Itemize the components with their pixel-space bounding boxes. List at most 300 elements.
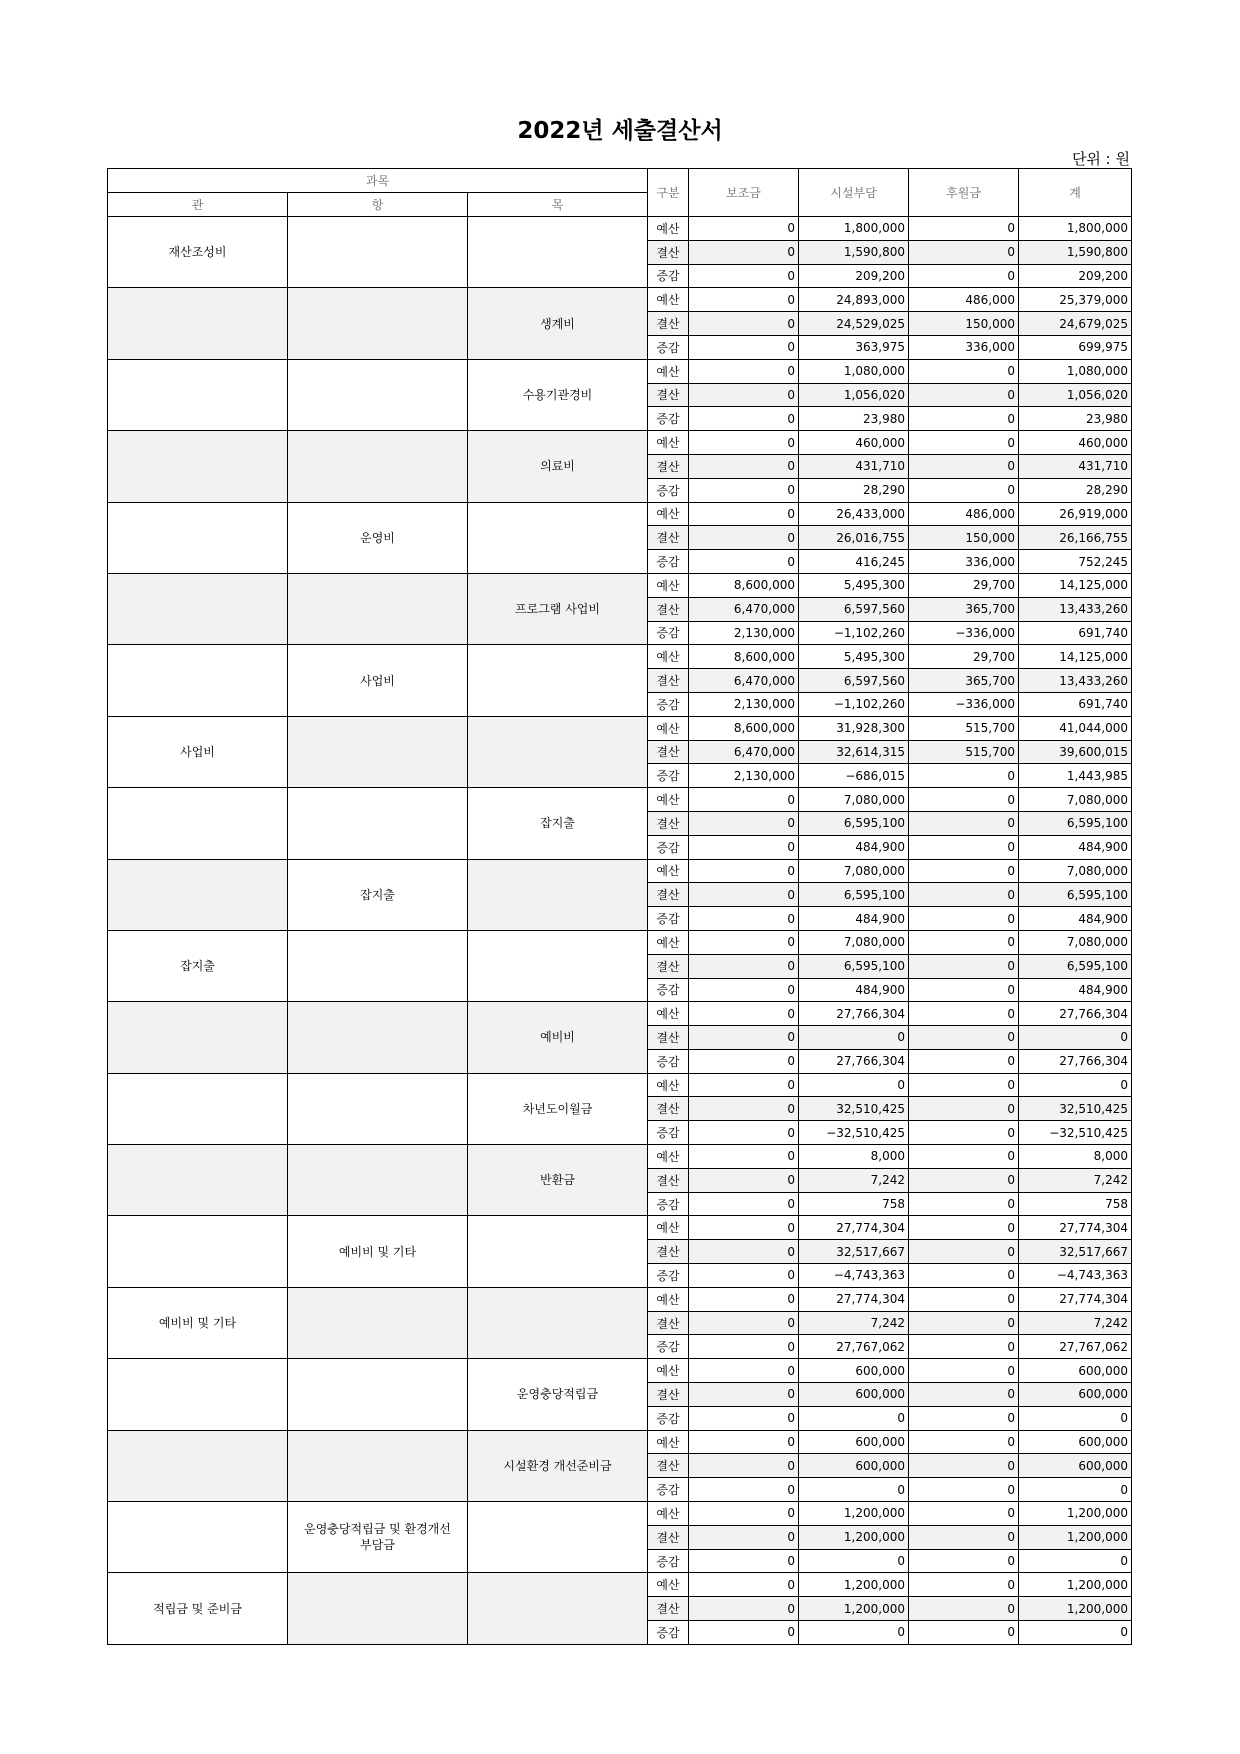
gwan-cell: [108, 1002, 288, 1073]
gwan-cell: [108, 288, 288, 359]
gubun-cell: 결산: [648, 240, 689, 264]
table-row: [108, 1502, 1132, 1526]
facility-burden-cell: 484,900: [799, 835, 909, 859]
mok-cell: [468, 217, 648, 288]
donation-cell: 0: [909, 883, 1019, 907]
gubun-cell: 결산: [648, 1597, 689, 1621]
facility-burden-cell: 0: [799, 1073, 909, 1097]
mok-label: 시설환경 개선준비금: [503, 1458, 612, 1473]
hang-cell: [288, 217, 468, 288]
facility-burden-cell: 27,774,304: [799, 1287, 909, 1311]
table-row: [108, 573, 1132, 597]
hang-label: 잡지출: [360, 887, 395, 902]
donation-cell: 515,700: [909, 716, 1019, 740]
mok-cell: [468, 1002, 648, 1073]
facility-burden-cell: 1,056,020: [799, 383, 909, 407]
total-cell: 41,044,000: [1019, 716, 1132, 740]
subsidy-cell: 0: [689, 383, 799, 407]
mok-cell: [468, 859, 648, 930]
total-cell: 1,200,000: [1019, 1525, 1132, 1549]
total-cell: 6,595,100: [1019, 811, 1132, 835]
donation-cell: 0: [909, 454, 1019, 478]
donation-cell: 0: [909, 835, 1019, 859]
subsidy-cell: 0: [689, 1073, 799, 1097]
total-cell: 752,245: [1019, 550, 1132, 574]
facility-burden-cell: −32,510,425: [799, 1121, 909, 1145]
mok-cell: [468, 1145, 648, 1216]
facility-burden-cell: 0: [799, 1478, 909, 1502]
subsidy-cell: 0: [689, 1359, 799, 1383]
total-cell: 699,975: [1019, 335, 1132, 359]
total-cell: 600,000: [1019, 1383, 1132, 1407]
header-hang: 항: [288, 193, 468, 217]
total-cell: 209,200: [1019, 264, 1132, 288]
total-cell: 691,740: [1019, 621, 1132, 645]
subsidy-cell: 0: [689, 1502, 799, 1526]
donation-cell: 0: [909, 1597, 1019, 1621]
gubun-cell: 예산: [648, 716, 689, 740]
gubun-cell: 증감: [648, 1478, 689, 1502]
mok-cell: [468, 930, 648, 1001]
donation-cell: 486,000: [909, 502, 1019, 526]
subsidy-cell: 6,470,000: [689, 597, 799, 621]
gubun-cell: 결산: [648, 1097, 689, 1121]
gubun-cell: 증감: [648, 1192, 689, 1216]
table-row: [108, 859, 1132, 883]
subsidy-cell: 0: [689, 859, 799, 883]
subsidy-cell: 6,470,000: [689, 669, 799, 693]
subsidy-cell: 2,130,000: [689, 764, 799, 788]
donation-cell: 0: [909, 217, 1019, 241]
subsidy-cell: 0: [689, 217, 799, 241]
donation-cell: 0: [909, 1549, 1019, 1573]
gwan-cell: [108, 502, 288, 573]
subsidy-cell: 0: [689, 930, 799, 954]
mok-label: 예비비: [540, 1030, 575, 1045]
subsidy-cell: 6,470,000: [689, 740, 799, 764]
gwan-cell: [108, 1502, 288, 1573]
gubun-cell: 증감: [648, 407, 689, 431]
subsidy-cell: 0: [689, 1597, 799, 1621]
subsidy-cell: 0: [689, 1168, 799, 1192]
facility-burden-cell: 460,000: [799, 431, 909, 455]
facility-burden-cell: 0: [799, 1406, 909, 1430]
facility-burden-cell: 0: [799, 1621, 909, 1645]
gwan-cell: [108, 359, 288, 430]
facility-burden-cell: 6,597,560: [799, 669, 909, 693]
gubun-cell: 증감: [648, 550, 689, 574]
mok-cell: [468, 431, 648, 502]
facility-burden-cell: 431,710: [799, 454, 909, 478]
total-cell: 13,433,260: [1019, 669, 1132, 693]
gubun-cell: 증감: [648, 692, 689, 716]
facility-burden-cell: 6,595,100: [799, 883, 909, 907]
donation-cell: 0: [909, 788, 1019, 812]
gubun-cell: 증감: [648, 978, 689, 1002]
gubun-cell: 증감: [648, 1264, 689, 1288]
subsidy-cell: 0: [689, 454, 799, 478]
gubun-cell: 예산: [648, 645, 689, 669]
gwan-cell: [108, 1216, 288, 1287]
facility-burden-cell: −1,102,260: [799, 621, 909, 645]
header-mok: 목: [468, 193, 648, 217]
header-total: 계: [1019, 169, 1132, 217]
gubun-cell: 예산: [648, 502, 689, 526]
total-cell: 27,766,304: [1019, 1049, 1132, 1073]
gubun-cell: 결산: [648, 312, 689, 336]
gubun-cell: 예산: [648, 1573, 689, 1597]
donation-cell: 0: [909, 1621, 1019, 1645]
table-row: [108, 1216, 1132, 1240]
table-row: [108, 431, 1132, 455]
table-row: [108, 1573, 1132, 1597]
mok-cell: [468, 645, 648, 716]
gubun-cell: 결산: [648, 1383, 689, 1407]
total-cell: 1,200,000: [1019, 1597, 1132, 1621]
table-row: [108, 217, 1132, 241]
subsidy-cell: 0: [689, 312, 799, 336]
hang-cell: [288, 859, 468, 930]
hang-cell: [288, 1287, 468, 1358]
subsidy-cell: 0: [689, 1406, 799, 1430]
donation-cell: 0: [909, 1287, 1019, 1311]
total-cell: 7,080,000: [1019, 930, 1132, 954]
gubun-cell: 결산: [648, 1311, 689, 1335]
header-subsidy: 보조금: [689, 169, 799, 217]
donation-cell: 0: [909, 1073, 1019, 1097]
gubun-cell: 증감: [648, 835, 689, 859]
total-cell: 27,774,304: [1019, 1216, 1132, 1240]
gubun-cell: 증감: [648, 335, 689, 359]
total-cell: 14,125,000: [1019, 573, 1132, 597]
facility-burden-cell: 6,597,560: [799, 597, 909, 621]
subsidy-cell: 0: [689, 1478, 799, 1502]
facility-burden-cell: 600,000: [799, 1430, 909, 1454]
subsidy-cell: 0: [689, 1573, 799, 1597]
gubun-cell: 결산: [648, 1454, 689, 1478]
total-cell: 25,379,000: [1019, 288, 1132, 312]
total-cell: 6,595,100: [1019, 954, 1132, 978]
gubun-cell: 예산: [648, 788, 689, 812]
facility-burden-cell: 5,495,300: [799, 645, 909, 669]
facility-burden-cell: 32,614,315: [799, 740, 909, 764]
hang-cell: [288, 573, 468, 644]
donation-cell: 150,000: [909, 526, 1019, 550]
hang-cell: [288, 930, 468, 1001]
subsidy-cell: 2,130,000: [689, 621, 799, 645]
table-row: [108, 1359, 1132, 1383]
subsidy-cell: 0: [689, 1192, 799, 1216]
facility-burden-cell: 600,000: [799, 1454, 909, 1478]
mok-cell: [468, 716, 648, 787]
mok-cell: [468, 788, 648, 859]
total-cell: 27,767,062: [1019, 1335, 1132, 1359]
facility-burden-cell: 6,595,100: [799, 954, 909, 978]
table-body: [108, 217, 1132, 1645]
subsidy-cell: 0: [689, 788, 799, 812]
hang-cell: [288, 1216, 468, 1287]
gwan-cell: [108, 431, 288, 502]
subsidy-cell: 0: [689, 907, 799, 931]
mok-label: 반환금: [540, 1173, 575, 1188]
gubun-cell: 예산: [648, 431, 689, 455]
donation-cell: 0: [909, 478, 1019, 502]
gwan-cell: [108, 645, 288, 716]
header-donation: 후원금: [909, 169, 1019, 217]
total-cell: 1,200,000: [1019, 1573, 1132, 1597]
donation-cell: 0: [909, 1359, 1019, 1383]
facility-burden-cell: 600,000: [799, 1383, 909, 1407]
donation-cell: 0: [909, 1240, 1019, 1264]
gubun-cell: 결산: [648, 383, 689, 407]
mok-label: 생계비: [540, 316, 575, 331]
facility-burden-cell: 7,080,000: [799, 788, 909, 812]
mok-label: 차년도이월금: [522, 1101, 593, 1116]
table-row: [108, 1145, 1132, 1169]
donation-cell: 0: [909, 1525, 1019, 1549]
facility-burden-cell: 758: [799, 1192, 909, 1216]
gwan-cell: [108, 1573, 288, 1644]
donation-cell: 0: [909, 1026, 1019, 1050]
donation-cell: 0: [909, 1002, 1019, 1026]
donation-cell: 0: [909, 383, 1019, 407]
gubun-cell: 결산: [648, 1525, 689, 1549]
donation-cell: 0: [909, 1168, 1019, 1192]
header-gwan: 관: [108, 193, 288, 217]
table-row: [108, 1002, 1132, 1026]
subsidy-cell: 0: [689, 1454, 799, 1478]
hang-cell: [288, 716, 468, 787]
facility-burden-cell: 7,080,000: [799, 859, 909, 883]
gubun-cell: 예산: [648, 1002, 689, 1026]
subsidy-cell: 0: [689, 1240, 799, 1264]
hang-cell: [288, 359, 468, 430]
subsidy-cell: 0: [689, 1335, 799, 1359]
subsidy-cell: 0: [689, 811, 799, 835]
mok-cell: [468, 1073, 648, 1144]
total-cell: 0: [1019, 1478, 1132, 1502]
donation-cell: 0: [909, 240, 1019, 264]
table-row: [108, 788, 1132, 812]
gubun-cell: 증감: [648, 478, 689, 502]
donation-cell: 0: [909, 907, 1019, 931]
subsidy-cell: 0: [689, 478, 799, 502]
donation-cell: 0: [909, 954, 1019, 978]
total-cell: 431,710: [1019, 454, 1132, 478]
gubun-cell: 증감: [648, 264, 689, 288]
subsidy-cell: 0: [689, 1145, 799, 1169]
subsidy-cell: 0: [689, 1430, 799, 1454]
subsidy-cell: 0: [689, 954, 799, 978]
donation-cell: 486,000: [909, 288, 1019, 312]
donation-cell: 0: [909, 407, 1019, 431]
gubun-cell: 결산: [648, 1168, 689, 1192]
total-cell: 13,433,260: [1019, 597, 1132, 621]
gubun-cell: 예산: [648, 1430, 689, 1454]
facility-burden-cell: 1,200,000: [799, 1502, 909, 1526]
subsidy-cell: 8,600,000: [689, 573, 799, 597]
total-cell: 1,590,800: [1019, 240, 1132, 264]
donation-cell: 0: [909, 1383, 1019, 1407]
gwan-cell: [108, 1145, 288, 1216]
gwan-cell: [108, 217, 288, 288]
gwan-cell: [108, 1359, 288, 1430]
donation-cell: 29,700: [909, 573, 1019, 597]
gubun-cell: 결산: [648, 454, 689, 478]
gubun-cell: 결산: [648, 1240, 689, 1264]
donation-cell: 0: [909, 859, 1019, 883]
hang-cell: [288, 1430, 468, 1501]
donation-cell: 0: [909, 930, 1019, 954]
total-cell: 758: [1019, 1192, 1132, 1216]
total-cell: 691,740: [1019, 692, 1132, 716]
subsidy-cell: 0: [689, 1621, 799, 1645]
total-cell: 0: [1019, 1621, 1132, 1645]
mok-cell: [468, 1359, 648, 1430]
total-cell: 7,242: [1019, 1168, 1132, 1192]
donation-cell: 0: [909, 1311, 1019, 1335]
total-cell: 600,000: [1019, 1454, 1132, 1478]
gubun-cell: 증감: [648, 907, 689, 931]
table-row: [108, 1073, 1132, 1097]
total-cell: 484,900: [1019, 907, 1132, 931]
subsidy-cell: 0: [689, 1311, 799, 1335]
total-cell: 27,766,304: [1019, 1002, 1132, 1026]
facility-burden-cell: 484,900: [799, 907, 909, 931]
total-cell: 26,919,000: [1019, 502, 1132, 526]
gubun-cell: 예산: [648, 930, 689, 954]
gubun-cell: 예산: [648, 359, 689, 383]
facility-burden-cell: 8,000: [799, 1145, 909, 1169]
expenditure-settlement-table: [107, 168, 1132, 1645]
total-cell: 484,900: [1019, 835, 1132, 859]
mok-label: 프로그램 사업비: [515, 602, 600, 617]
gubun-cell: 증감: [648, 1549, 689, 1573]
mok-cell: [468, 1502, 648, 1573]
total-cell: 600,000: [1019, 1430, 1132, 1454]
gubun-cell: 예산: [648, 1287, 689, 1311]
facility-burden-cell: 32,517,667: [799, 1240, 909, 1264]
gubun-cell: 예산: [648, 1145, 689, 1169]
subsidy-cell: 0: [689, 526, 799, 550]
subsidy-cell: 0: [689, 978, 799, 1002]
gubun-cell: 예산: [648, 1216, 689, 1240]
gwan-cell: [108, 930, 288, 1001]
subsidy-cell: 0: [689, 1002, 799, 1026]
total-cell: 7,242: [1019, 1311, 1132, 1335]
gubun-cell: 증감: [648, 764, 689, 788]
total-cell: 14,125,000: [1019, 645, 1132, 669]
gwan-cell: [108, 788, 288, 859]
gwan-cell: [108, 716, 288, 787]
total-cell: 0: [1019, 1073, 1132, 1097]
facility-burden-cell: 27,766,304: [799, 1002, 909, 1026]
gwan-cell: [108, 573, 288, 644]
facility-burden-cell: 32,510,425: [799, 1097, 909, 1121]
gubun-cell: 예산: [648, 1359, 689, 1383]
facility-burden-cell: 27,766,304: [799, 1049, 909, 1073]
total-cell: 7,080,000: [1019, 859, 1132, 883]
facility-burden-cell: 484,900: [799, 978, 909, 1002]
donation-cell: 0: [909, 1145, 1019, 1169]
total-cell: 39,600,015: [1019, 740, 1132, 764]
mok-cell: [468, 573, 648, 644]
donation-cell: 365,700: [909, 597, 1019, 621]
mok-cell: [468, 1216, 648, 1287]
total-cell: 32,517,667: [1019, 1240, 1132, 1264]
gwan-cell: [108, 1287, 288, 1358]
donation-cell: 150,000: [909, 312, 1019, 336]
mok-cell: [468, 502, 648, 573]
facility-burden-cell: 31,928,300: [799, 716, 909, 740]
mok-label: 수용기관경비: [522, 387, 593, 402]
gubun-cell: 결산: [648, 669, 689, 693]
total-cell: 24,679,025: [1019, 312, 1132, 336]
donation-cell: 0: [909, 1406, 1019, 1430]
subsidy-cell: 0: [689, 431, 799, 455]
total-cell: 1,443,985: [1019, 764, 1132, 788]
total-cell: 27,774,304: [1019, 1287, 1132, 1311]
header-subject: 과목: [108, 169, 648, 193]
facility-burden-cell: 26,016,755: [799, 526, 909, 550]
gwan-cell: [108, 1073, 288, 1144]
hang-cell: [288, 1145, 468, 1216]
facility-burden-cell: 7,242: [799, 1168, 909, 1192]
gwan-label: 재산조성비: [168, 245, 227, 260]
subsidy-cell: 0: [689, 1049, 799, 1073]
facility-burden-cell: 26,433,000: [799, 502, 909, 526]
total-cell: 23,980: [1019, 407, 1132, 431]
subsidy-cell: 0: [689, 1525, 799, 1549]
donation-cell: 0: [909, 1502, 1019, 1526]
donation-cell: 0: [909, 978, 1019, 1002]
facility-burden-cell: 27,774,304: [799, 1216, 909, 1240]
donation-cell: −336,000: [909, 621, 1019, 645]
donation-cell: 29,700: [909, 645, 1019, 669]
donation-cell: 0: [909, 1430, 1019, 1454]
donation-cell: 0: [909, 1573, 1019, 1597]
gubun-cell: 증감: [648, 1406, 689, 1430]
total-cell: 1,200,000: [1019, 1502, 1132, 1526]
subsidy-cell: 0: [689, 883, 799, 907]
facility-burden-cell: 209,200: [799, 264, 909, 288]
hang-cell: [288, 645, 468, 716]
donation-cell: 0: [909, 1216, 1019, 1240]
subsidy-cell: 0: [689, 1026, 799, 1050]
gwan-label: 예비비 및 기타: [158, 1316, 237, 1331]
mok-label: 잡지출: [540, 816, 575, 831]
total-cell: 600,000: [1019, 1359, 1132, 1383]
table-row: [108, 1430, 1132, 1454]
hang-cell: [288, 1573, 468, 1644]
hang-cell: [288, 1359, 468, 1430]
table-row: [108, 716, 1132, 740]
gubun-cell: 결산: [648, 954, 689, 978]
facility-burden-cell: 600,000: [799, 1359, 909, 1383]
gubun-cell: 결산: [648, 1026, 689, 1050]
facility-burden-cell: 0: [799, 1549, 909, 1573]
unit-label: 단위 : 원: [1071, 150, 1130, 168]
subsidy-cell: 0: [689, 550, 799, 574]
gubun-cell: 예산: [648, 1502, 689, 1526]
mok-label: 운영충당적립금: [516, 1387, 599, 1402]
total-cell: 1,800,000: [1019, 217, 1132, 241]
header-facility-burden: 시설부담: [799, 169, 909, 217]
facility-burden-cell: −4,743,363: [799, 1264, 909, 1288]
subsidy-cell: 0: [689, 264, 799, 288]
header-gubun: 구분: [648, 169, 689, 217]
donation-cell: 0: [909, 811, 1019, 835]
